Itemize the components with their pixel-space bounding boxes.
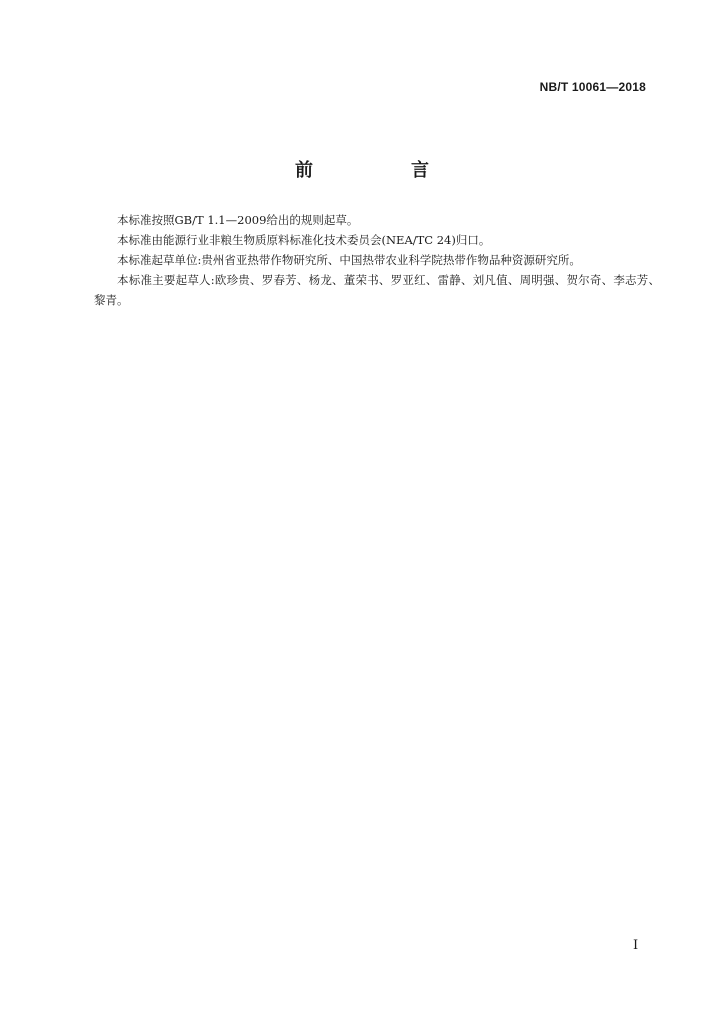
page-number: I <box>633 938 639 953</box>
standard-code: NB/T 10061—2018 <box>539 80 646 94</box>
foreword-body <box>94 210 660 310</box>
paragraph-drafting-rules: 本标准按照GB/T 1.1—2009给出的规则起草。 <box>117 213 359 227</box>
page-title: 前 言 <box>295 160 469 181</box>
paragraph-committee: 本标准由能源行业非粮生物质原料标准化技术委员会(NEA/TC 24)归口。 <box>117 233 491 247</box>
paragraph-drafting-units: 本标准起草单位:贵州省亚热带作物研究所、中国热带农业科学院热带作物品种资源研究所。 <box>117 253 581 267</box>
paragraph-drafters: 本标准主要起草人:欧珍贵、罗春芳、杨龙、董荣书、罗亚红、雷静、刘凡值、周明强、贺尔奇、李志芳、黎青。 <box>94 273 660 307</box>
